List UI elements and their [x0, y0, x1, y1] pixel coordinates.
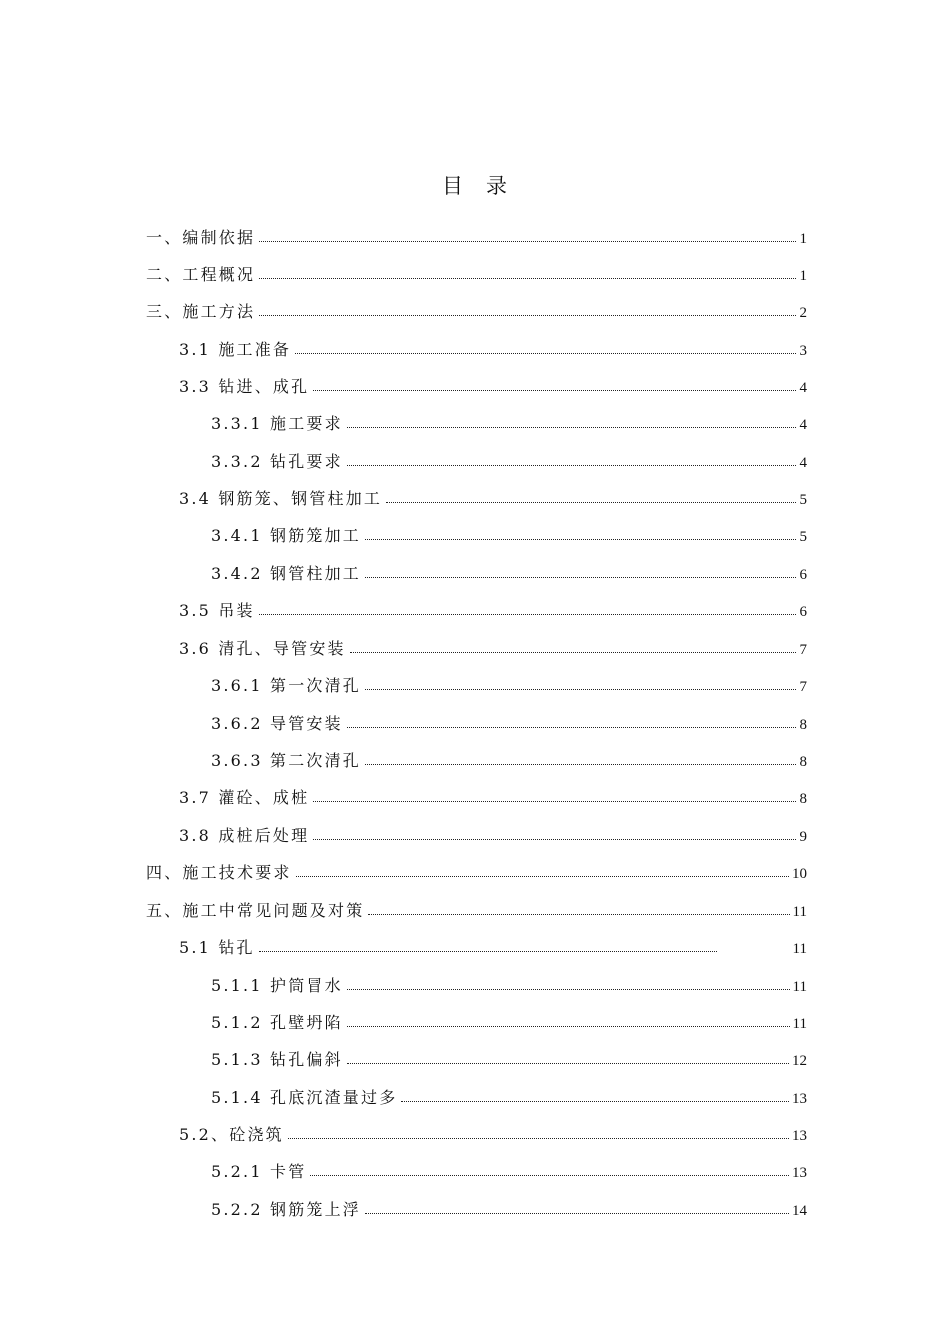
toc-entry[interactable]: [146, 853, 807, 883]
toc-entry-label: 5.1.4 孔底沉渣量过多: [211, 1088, 398, 1107]
toc-entry[interactable]: [211, 1190, 807, 1220]
leader-dots: [347, 1026, 790, 1027]
toc-entry-page: 13: [792, 1128, 807, 1144]
toc-entry-page: 1: [799, 231, 807, 247]
toc-entry-page: 12: [792, 1053, 807, 1069]
toc-entry-page: 8: [799, 754, 807, 770]
toc-entry-label: 3.6.1 第一次清孔: [211, 676, 361, 695]
toc-entry[interactable]: [211, 704, 807, 734]
toc-entry-label: 3.4.2 钢管柱加工: [211, 564, 361, 583]
toc-entry-page: 11: [792, 979, 807, 995]
toc-entry[interactable]: [179, 330, 807, 360]
toc-entry[interactable]: [211, 1003, 807, 1033]
leader-dots: [365, 1213, 789, 1214]
toc-entry-label: 一、编制依据: [146, 228, 256, 247]
leader-dots: [310, 1175, 789, 1176]
toc-entry-label: 3.8 成桩后处理: [179, 826, 310, 845]
toc-entry-label: 3.1 施工准备: [179, 340, 292, 359]
toc-entry-page: 4: [799, 380, 807, 396]
toc-entry-label: 5.1 钻孔: [179, 938, 255, 957]
leader-dots: [368, 914, 789, 915]
toc-entry[interactable]: [146, 891, 807, 921]
toc-entry[interactable]: [179, 629, 807, 659]
leader-dots: [347, 427, 796, 428]
leader-dots: [386, 502, 796, 503]
toc-title: 目 录: [442, 174, 508, 198]
toc-entry-label: 3.4 钢筋笼、钢管柱加工: [179, 489, 383, 508]
toc-entry-label: 3.4.1 钢筋笼加工: [211, 526, 361, 545]
toc-entry[interactable]: [179, 367, 807, 397]
leader-dots: [347, 465, 796, 466]
toc-entry-page: 6: [799, 604, 807, 620]
toc-entry-page: 4: [799, 417, 807, 433]
toc-entry-page: 7: [799, 679, 807, 695]
toc-entry[interactable]: [146, 218, 807, 248]
toc-entry[interactable]: [179, 1115, 807, 1145]
toc-entry-label: 5.1.1 护筒冒水: [211, 976, 343, 995]
toc-entry-page: 11: [792, 941, 807, 957]
toc-entry-label: 三、施工方法: [146, 302, 256, 321]
toc-entry[interactable]: [179, 479, 807, 509]
leader-dots: [350, 652, 796, 653]
toc-entry-label: 二、工程概况: [146, 265, 256, 284]
toc-entry-page: 14: [792, 1203, 807, 1219]
toc-entry-page: 6: [799, 567, 807, 583]
toc-entry-label: 3.3.1 施工要求: [211, 414, 343, 433]
leader-dots: [365, 539, 796, 540]
toc-entry-label: 5.2.2 钢筋笼上浮: [211, 1200, 361, 1219]
toc-entry[interactable]: [211, 1152, 807, 1182]
toc-entry-label: 3.3 钻进、成孔: [179, 377, 310, 396]
leader-dots: [313, 839, 796, 840]
toc-entry-page: 10: [792, 866, 807, 882]
leader-dots: [313, 390, 796, 391]
toc-entry-label: 3.3.2 钻孔要求: [211, 452, 343, 471]
toc-entry[interactable]: [211, 666, 807, 696]
toc-entry[interactable]: [179, 816, 807, 846]
toc-entry-label: 5.2、砼浇筑: [179, 1125, 284, 1144]
toc-entry-page: 9: [799, 829, 807, 845]
toc-entry-page: 11: [792, 1016, 807, 1032]
toc-entry[interactable]: [179, 928, 807, 958]
toc-entry-page: 2: [799, 305, 807, 321]
leader-dots: [401, 1101, 789, 1102]
toc-entry-label: 五、施工中常见问题及对策: [146, 901, 365, 920]
toc-entry[interactable]: [211, 741, 807, 771]
toc-entry-page: 3: [799, 343, 807, 359]
toc-entry-page: 5: [799, 529, 807, 545]
toc-entry-label: 四、施工技术要求: [146, 863, 292, 882]
toc-entry-label: 3.6.2 导管安装: [211, 714, 343, 733]
leader-dots: [347, 1063, 789, 1064]
leader-dots: [365, 764, 796, 765]
toc-entry-page: 11: [792, 904, 807, 920]
toc-entry-page: 13: [792, 1091, 807, 1107]
toc-entry-label: 3.7 灌砼、成桩: [179, 788, 310, 807]
toc-entry[interactable]: [211, 516, 807, 546]
toc-entry-page: 7: [799, 642, 807, 658]
toc-entry-page: 8: [799, 717, 807, 733]
toc-entry-page: 13: [792, 1165, 807, 1181]
leader-dots: [365, 577, 796, 578]
toc-entry-label: 3.6.3 第二次清孔: [211, 751, 361, 770]
toc-entry[interactable]: [146, 292, 807, 322]
toc-entry[interactable]: [211, 442, 807, 472]
toc-entry[interactable]: [211, 966, 807, 996]
toc-entry-page: 5: [799, 492, 807, 508]
leader-dots: [295, 353, 796, 354]
toc-entry-page: 1: [799, 268, 807, 284]
toc-entry-label: 5.1.3 钻孔偏斜: [211, 1050, 343, 1069]
toc-entry-label: 3.6 清孔、导管安装: [179, 639, 346, 658]
toc-entry-label: 5.1.2 孔壁坍陷: [211, 1013, 343, 1032]
toc-entry[interactable]: [146, 255, 807, 285]
toc-entry-label: 5.2.1 卡管: [211, 1162, 307, 1181]
toc-entry-page: 4: [799, 455, 807, 471]
toc-entry[interactable]: [211, 1078, 807, 1108]
toc-entry-page: 8: [799, 791, 807, 807]
leader-dots: [296, 876, 789, 877]
leader-dots: [347, 727, 796, 728]
toc-entry[interactable]: [179, 591, 807, 621]
leader-dots: [365, 689, 796, 690]
toc-entry[interactable]: [211, 554, 807, 584]
toc-entry[interactable]: [179, 778, 807, 808]
leader-dots: [259, 951, 717, 952]
leader-dots: [259, 278, 796, 279]
leader-dots: [288, 1138, 789, 1139]
leader-dots: [347, 989, 790, 990]
leader-dots: [259, 241, 796, 242]
toc-entry[interactable]: [211, 1040, 807, 1070]
leader-dots: [259, 315, 796, 316]
leader-dots: [259, 614, 796, 615]
toc-entry[interactable]: [211, 404, 807, 434]
toc-entry-label: 3.5 吊装: [179, 601, 255, 620]
leader-dots: [313, 801, 796, 802]
